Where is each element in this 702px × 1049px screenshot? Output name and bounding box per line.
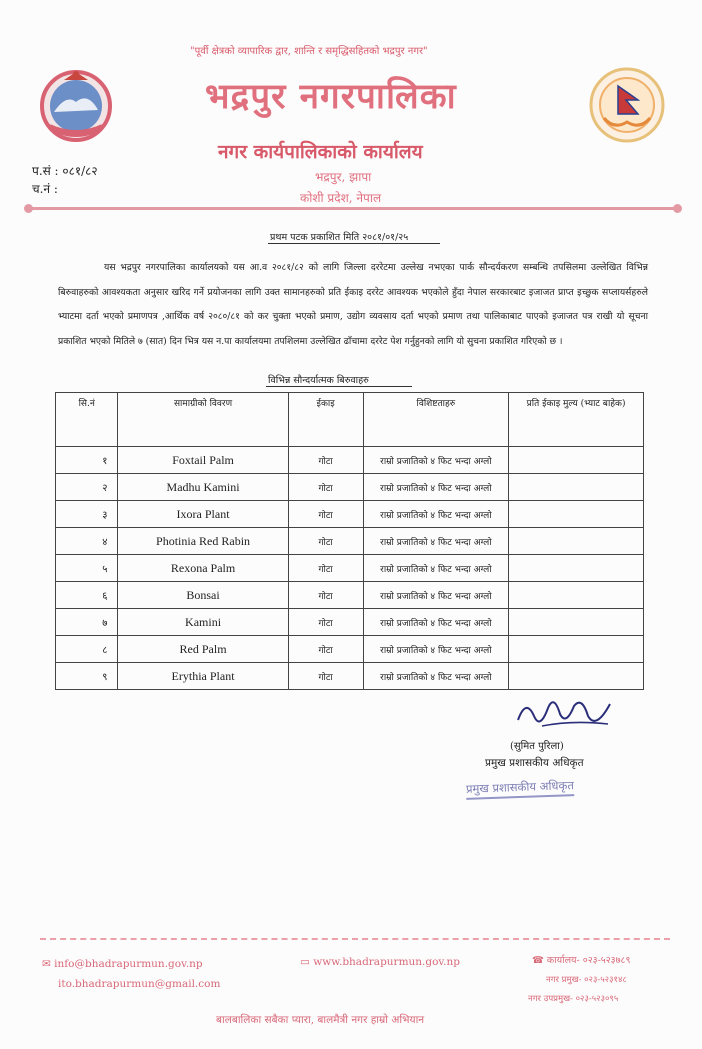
table-row (56, 636, 644, 663)
header-divider (28, 207, 678, 210)
table-row (56, 663, 644, 690)
cell-unit: गोटा (288, 582, 363, 609)
phone-icon: ☎ (532, 955, 547, 966)
footer-website (300, 956, 460, 968)
reference-number: प.सं : ०८१/८२ (32, 164, 98, 178)
footer-divider (40, 938, 670, 940)
cell-spec: राम्रो प्रजातिको ४ फिट भन्दा अग्लो (363, 636, 509, 663)
cell-sn: ४ (56, 528, 118, 555)
table-row (56, 609, 644, 636)
cell-item: Rexona Palm (118, 555, 288, 582)
cell-spec: राम्रो प्रजातिको ४ फिट भन्दा अग्लो (363, 447, 509, 474)
cell-price (509, 609, 644, 636)
cell-item: Red Palm (118, 636, 288, 663)
header-slogan: "पूर्वी क्षेत्रको व्यापारिक द्वार, शान्ति र समृद्धिसहितको भद्रपुर नगर" (190, 46, 428, 57)
phone-office-text: कार्यालय- ०२३-५२३७८९ (546, 955, 631, 966)
handwritten-signature (512, 690, 622, 738)
email-secondary-text[interactable]: ito.bhadrapurmun@gmail.com (58, 978, 221, 990)
cell-unit: गोटा (288, 636, 363, 663)
cell-sn: ६ (56, 582, 118, 609)
items-table (55, 392, 644, 690)
col-header-spec: विशिष्टताहरु (363, 393, 509, 447)
cell-item: Erythia Plant (118, 663, 288, 690)
designation-stamp: प्रमुख प्रशासकीय अधिकृत (466, 778, 575, 800)
phone-deputy-text: नगर उपप्रमुख- ०२३-५२३०९५ (528, 994, 619, 1004)
col-header-price: प्रति ईकाइ मुल्य (भ्याट बाहेक) (509, 393, 644, 447)
publication-date: प्रथम पटक प्रकाशित मिति २०८१/०१/२५ (270, 232, 409, 243)
cell-spec: राम्रो प्रजातिको ४ फिट भन्दा अग्लो (363, 501, 509, 528)
cell-spec: राम्रो प्रजातिको ४ फिट भन्दा अग्लो (363, 663, 509, 690)
dispatch-number: च.नं : (32, 182, 58, 196)
address-district: भद्रपुर, झापा (315, 170, 372, 184)
footer-email-primary (42, 958, 203, 970)
signatory-name: (सुमित पुरिला) (510, 741, 564, 752)
signatory-title: प्रमुख प्रशासकीय अधिकृत (485, 757, 584, 769)
table-row (56, 447, 644, 474)
monitor-icon: ▭ (300, 956, 314, 968)
table-row (56, 474, 644, 501)
table-row (56, 555, 644, 582)
col-header-sn: सि.नं (56, 393, 118, 447)
cell-price (509, 636, 644, 663)
municipality-logo-icon (588, 66, 666, 144)
cell-sn: ३ (56, 501, 118, 528)
table-row (56, 528, 644, 555)
table-row (56, 582, 644, 609)
cell-price (509, 501, 644, 528)
cell-spec: राम्रो प्रजातिको ४ फिट भन्दा अग्लो (363, 609, 509, 636)
cell-price (509, 582, 644, 609)
cell-item: Foxtail Palm (118, 447, 288, 474)
cell-item: Madhu Kamini (118, 474, 288, 501)
cell-unit: गोटा (288, 555, 363, 582)
cell-unit: गोटा (288, 501, 363, 528)
cell-sn: १ (56, 447, 118, 474)
cell-spec: राम्रो प्रजातिको ४ फिट भन्दा अग्लो (363, 528, 509, 555)
cell-item: Ixora Plant (118, 501, 288, 528)
cell-price (509, 555, 644, 582)
cell-sn: २ (56, 474, 118, 501)
office-subtitle: नगर कार्यपालिकाको कार्यालय (218, 141, 423, 163)
footer-motto: बालबालिका सबैका प्यारा, बालमैत्री नगर हाम्रो अभियान (216, 1014, 425, 1026)
table-header-row (56, 393, 644, 447)
footer-phone-office (532, 953, 630, 966)
cell-sn: ९ (56, 663, 118, 690)
nepal-emblem-icon (36, 64, 116, 146)
municipality-title: भद्रपुर नगरपालिका (205, 76, 457, 117)
cell-unit: गोटा (288, 474, 363, 501)
address-province: कोशी प्रदेश, नेपाल (300, 191, 382, 205)
cell-item: Photinia Red Rabin (118, 528, 288, 555)
phone-mayor-text: नगर प्रमुख- ०२३-५२३१४८ (546, 975, 627, 985)
cell-sn: ५ (56, 555, 118, 582)
cell-unit: गोटा (288, 528, 363, 555)
cell-sn: ७ (56, 609, 118, 636)
cell-price (509, 447, 644, 474)
cell-price (509, 528, 644, 555)
table-caption: विभिन्न सौन्दर्यात्मक बिरुवाहरु (268, 375, 369, 386)
cell-spec: राम्रो प्रजातिको ४ फिट भन्दा अग्लो (363, 582, 509, 609)
cell-item: Kamini (118, 609, 288, 636)
publication-date-underline (268, 243, 440, 244)
notice-body: यस भद्रपुर नगरपालिका कार्यालयको यस आ.व २०८१/८२ को लागि जिल्ला दररेटमा उल्लेख नभएका पार्क सौन्दर्यकरण सम्बन्धि तपसिलमा उल्लेखित विभिन्न बिरुवाहरुको आवश्यकता अनुसार खरिद गर्ने प्रयोजनका लागि उक्त सामानहरुको प्रति ईकाइ दररेट आवश्यक भएकोले हुँदा नेपाल सरकारबाट इजाजत प्राप्त इच्छुक सप्लायर्सहरुले भ्याटमा दर्ता भएको प्रमाणपत्र ,आर्थिक वर्ष २०८०/८१ को कर चुक्ता भएको प्रमाण, उद्योग व्यवसाय दर्ता भएको प्रमाण तथा पालिकाबाट पाएको इजाजत पत्र राखी यो सूचना प्रकाशित भएको मितिले ७ (सात) दिन भित्र यस न.पा कार्यालयमा तपशिलमा उल्लेखित ढाँचामा दररेट पेश गर्नुहुनको लागि यो सुचना प्रकाशित गरिएको छ । (58, 262, 648, 347)
cell-sn: ८ (56, 636, 118, 663)
header-divider-end-right (673, 204, 682, 213)
cell-price (509, 474, 644, 501)
cell-spec: राम्रो प्रजातिको ४ फिट भन्दा अग्लो (363, 555, 509, 582)
cell-unit: गोटा (288, 447, 363, 474)
cell-item: Bonsai (118, 582, 288, 609)
envelope-icon: ✉ (42, 958, 55, 970)
table-row (56, 501, 644, 528)
cell-spec: राम्रो प्रजातिको ४ फिट भन्दा अग्लो (363, 474, 509, 501)
col-header-item: सामाग्रीको विवरण (118, 393, 288, 447)
email-primary-text[interactable]: info@bhadrapurmun.gov.np (54, 958, 203, 970)
cell-unit: गोटा (288, 609, 363, 636)
table-caption-underline (266, 386, 412, 387)
col-header-unit: ईकाइ (288, 393, 363, 447)
website-text[interactable]: www.bhadrapurmun.gov.np (313, 956, 460, 968)
cell-price (509, 663, 644, 690)
cell-unit: गोटा (288, 663, 363, 690)
